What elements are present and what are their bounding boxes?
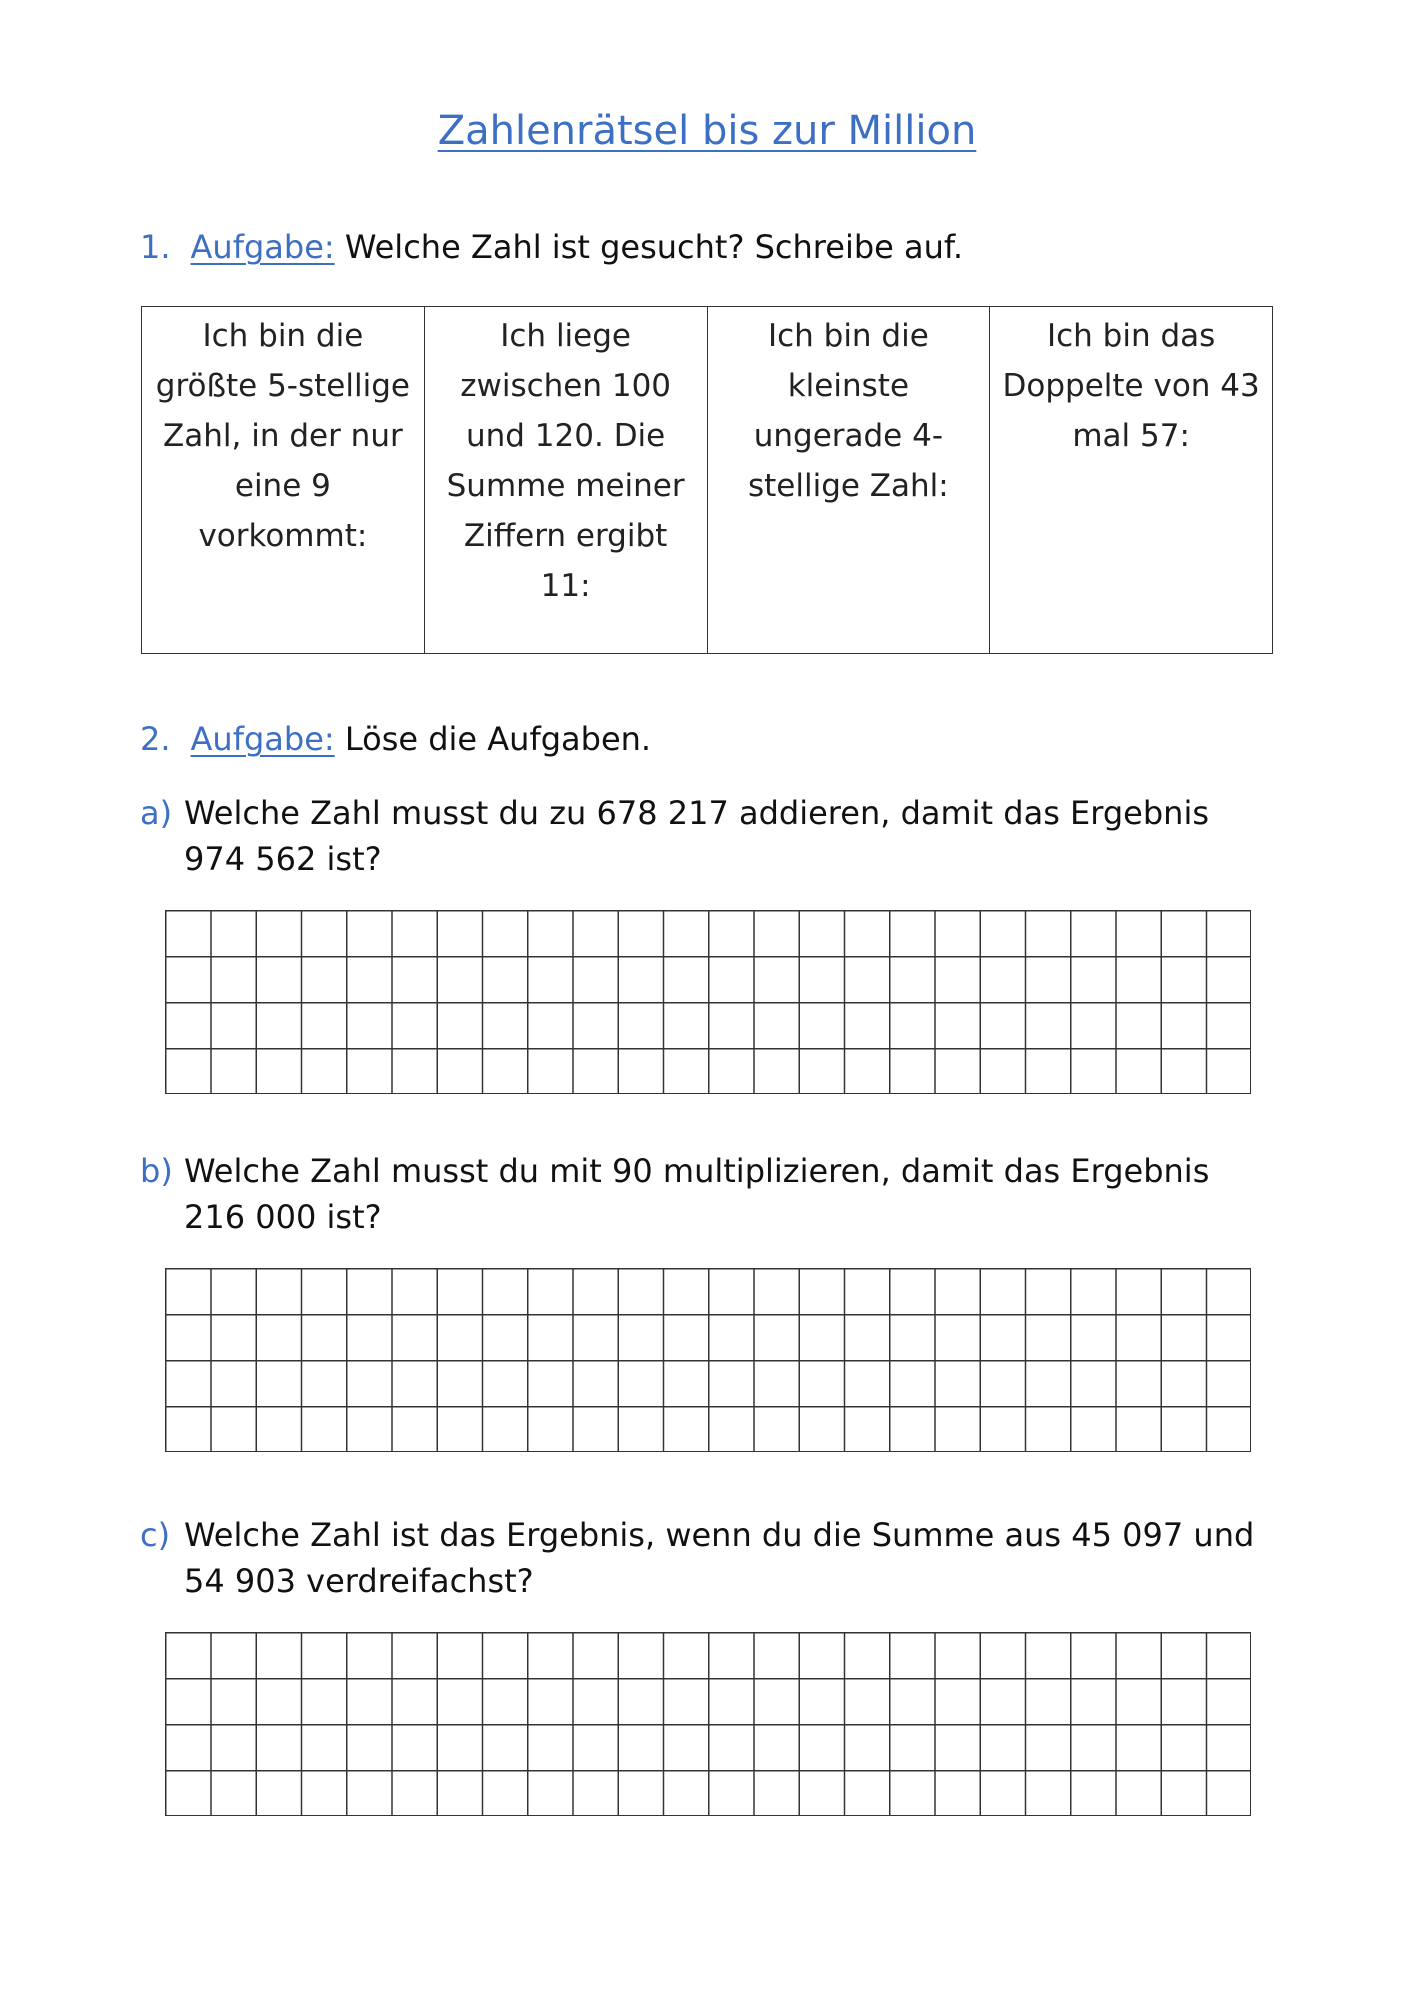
- riddle-cell-4[interactable]: Ich bin das Doppelte von 43 mal 57:: [990, 307, 1273, 654]
- page-title: Zahlenrätsel bis zur Million: [437, 108, 977, 154]
- question-c-text: Welche Zahl ist das Ergebnis, wenn du die Summe aus 45 097 und 54 903 verdreifachst?: [184, 1516, 1255, 1600]
- riddle-cell-3[interactable]: Ich bin die kleinste ungerade 4-stellige Zahl:: [707, 307, 990, 654]
- question-b-letter: b): [140, 1152, 173, 1190]
- question-c-letter: c): [140, 1516, 171, 1554]
- task1-instruction: Welche Zahl ist gesucht? Schreibe auf.: [344, 228, 963, 266]
- question-b-text: Welche Zahl musst du mit 90 multiplizieren, damit das Ergebnis 216 000 ist?: [184, 1152, 1210, 1236]
- question-b: [140, 1148, 1280, 1240]
- answer-grid-b[interactable]: [165, 1268, 1251, 1452]
- task2-instruction: Löse die Aufgaben.: [344, 720, 652, 758]
- question-c: [140, 1512, 1280, 1604]
- riddle-table: [141, 306, 1273, 654]
- answer-grid-a[interactable]: [165, 910, 1251, 1094]
- task2-heading: [140, 720, 651, 758]
- task1-number: 1.: [140, 228, 171, 266]
- task2-label: Aufgabe:: [190, 720, 335, 758]
- task2-number: 2.: [140, 720, 171, 758]
- task1-label: Aufgabe:: [190, 228, 335, 266]
- riddle-cell-2[interactable]: Ich liege zwischen 100 und 120. Die Summe meiner Ziffern ergibt 11:: [424, 307, 707, 654]
- task1-heading: [140, 228, 963, 266]
- question-a: [140, 790, 1280, 882]
- riddle-cell-1[interactable]: Ich bin die größte 5-stellige Zahl, in der nur eine 9 vorkommt:: [142, 307, 425, 654]
- answer-grid-c[interactable]: [165, 1632, 1251, 1816]
- question-a-text: Welche Zahl musst du zu 678 217 addieren, damit das Ergebnis 974 562 ist?: [184, 794, 1209, 878]
- question-a-letter: a): [140, 794, 173, 832]
